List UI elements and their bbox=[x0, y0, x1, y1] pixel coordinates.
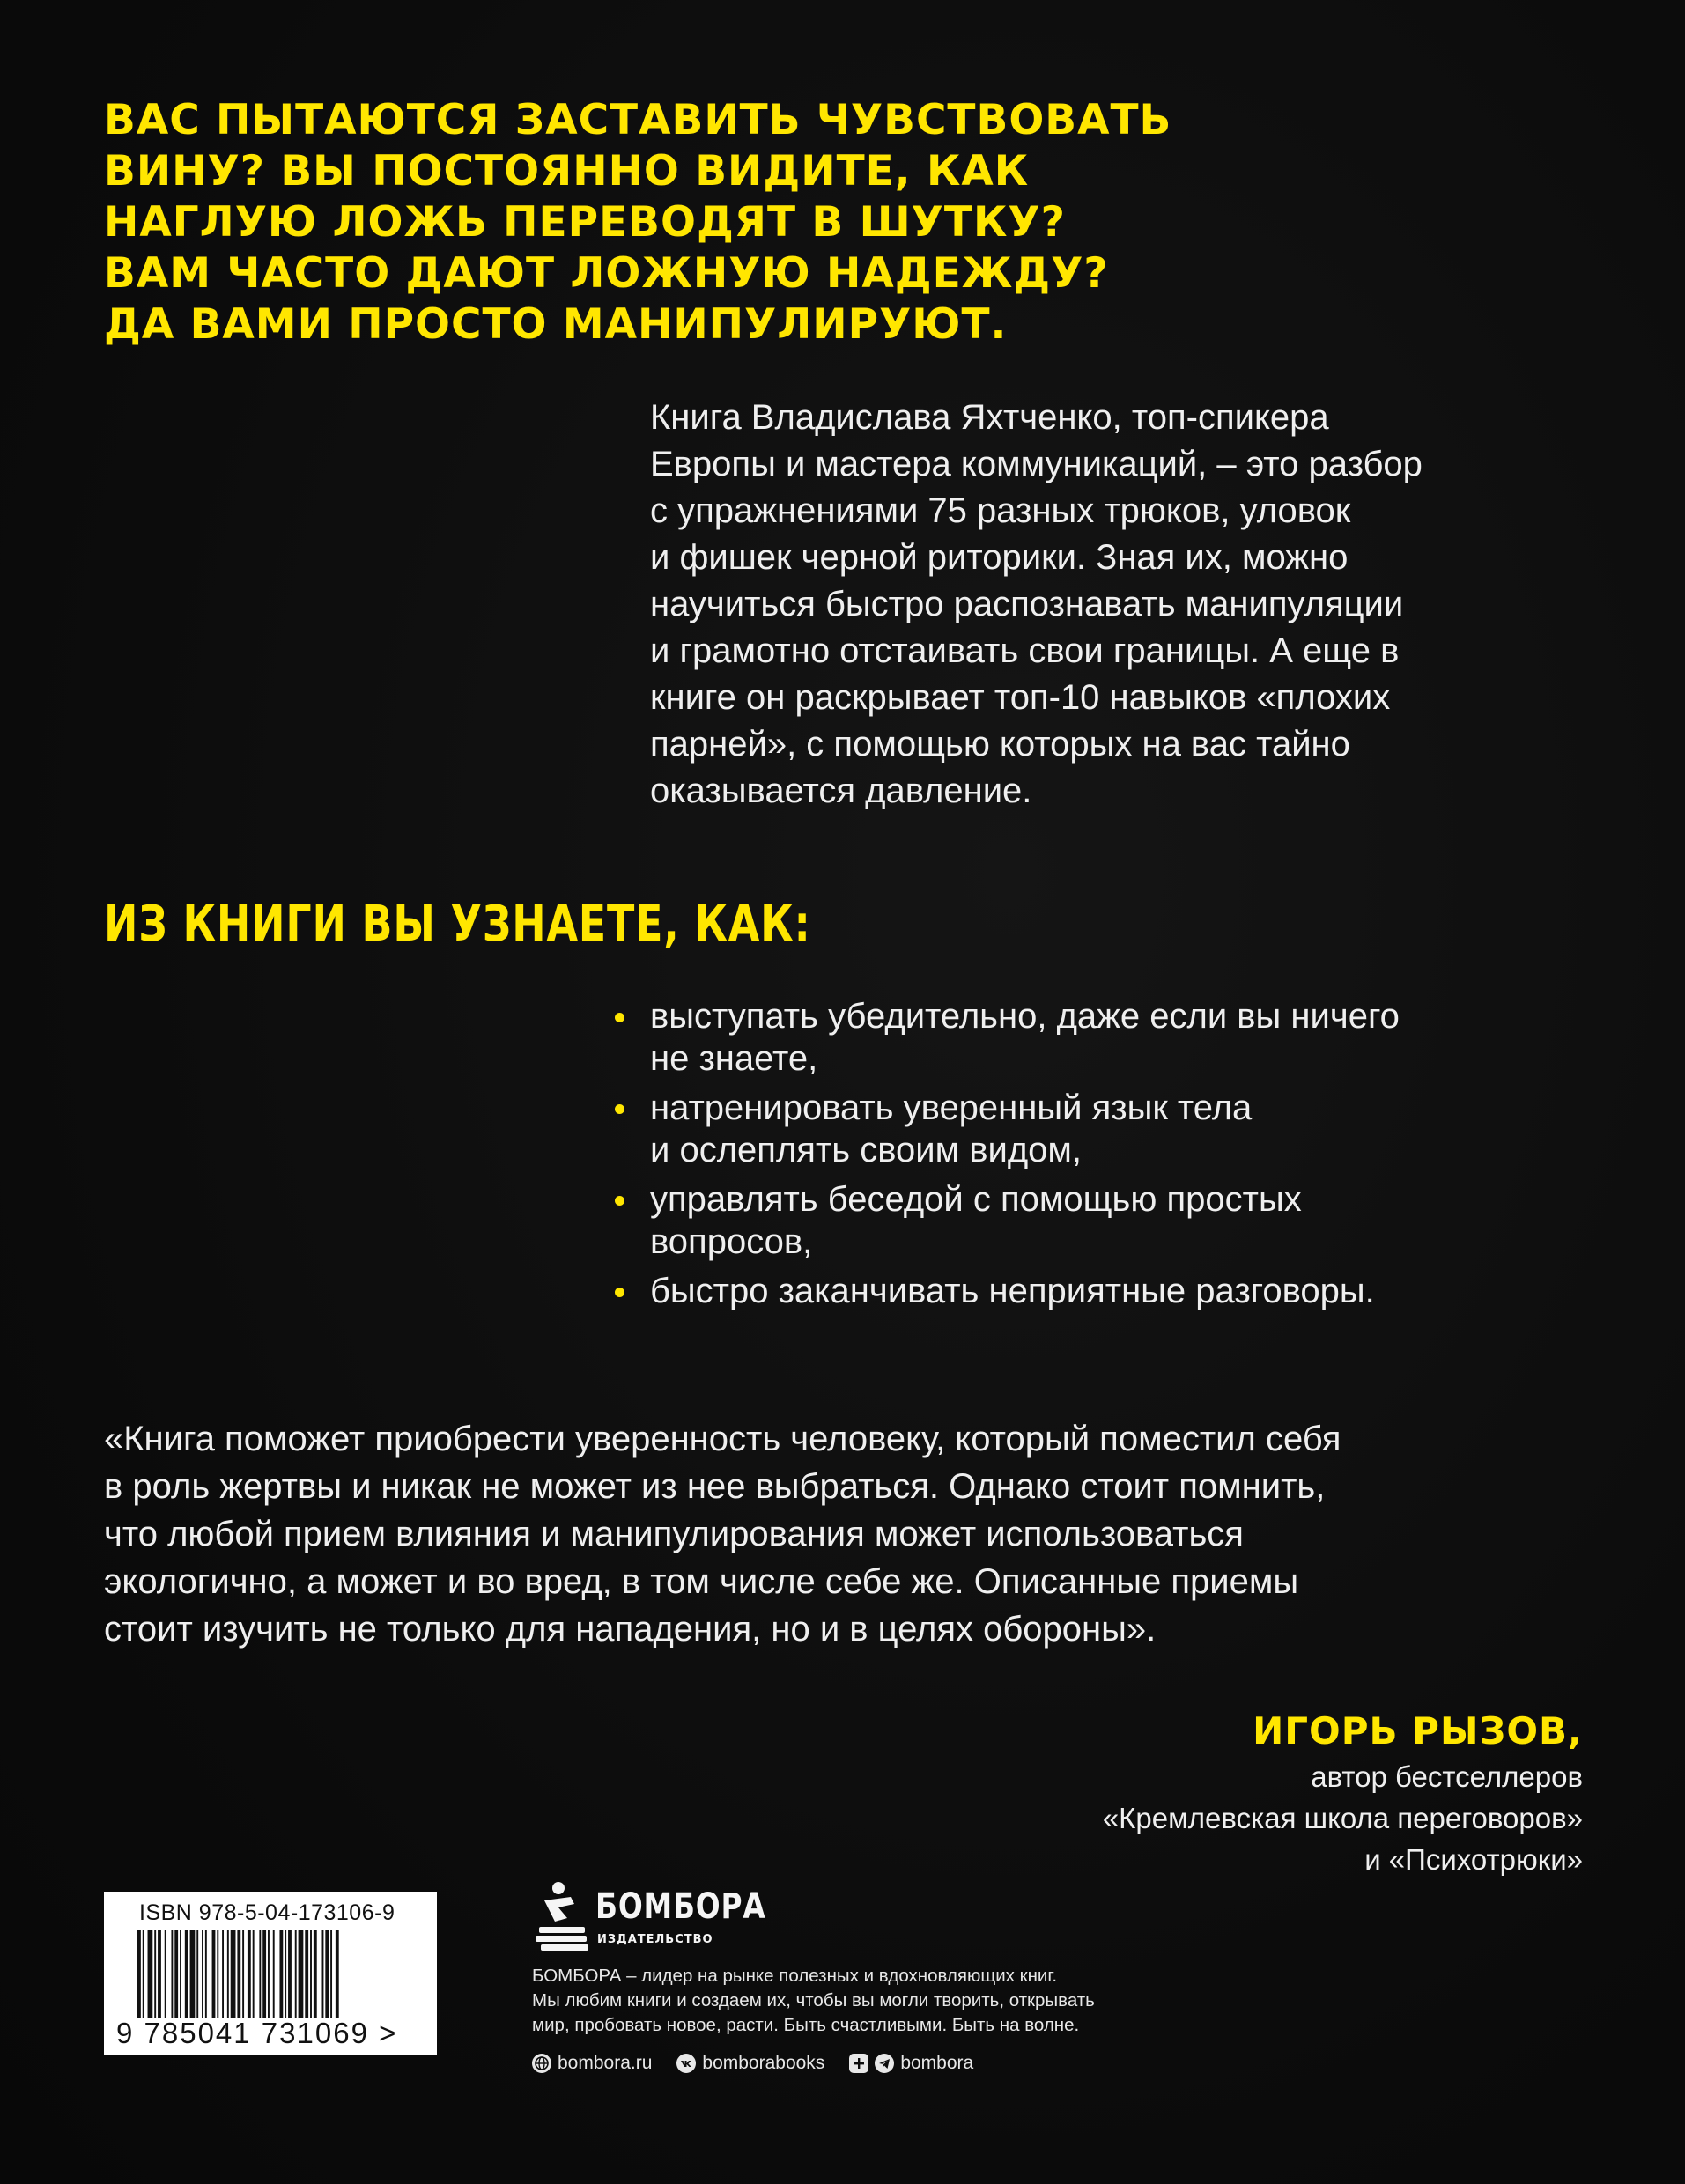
barcode-bar bbox=[180, 1930, 181, 2018]
barcode-bar bbox=[268, 1930, 270, 2018]
bullet-dot-icon bbox=[615, 1104, 624, 1114]
isbn-label: ISBN 978-5-04-173106-9 bbox=[139, 1900, 395, 1925]
headline-line: ВАМ ЧАСТО ДАЮТ ЛОЖНУЮ НАДЕЖДУ? bbox=[104, 249, 1109, 298]
barcode-bar bbox=[165, 1930, 166, 2018]
barcode-bar bbox=[190, 1930, 196, 2018]
isbn-barcode bbox=[104, 1892, 437, 2055]
barcode-bar bbox=[305, 1930, 308, 2018]
description-line: Европы и мастера коммуникаций, – это разбор bbox=[650, 445, 1423, 483]
barcode-bar bbox=[237, 1930, 240, 2018]
description-line: Книга Владислава Яхтченко, топ-спикера bbox=[650, 398, 1329, 437]
barcode-bar bbox=[248, 1930, 251, 2018]
barcode-bar bbox=[262, 1930, 266, 2018]
list-item-line: выступать убедительно, даже если вы ничего bbox=[650, 997, 1400, 1036]
section-heading: ИЗ КНИГИ ВЫ УЗНАЕТЕ, КАК: bbox=[104, 896, 811, 953]
telegram-label: bombora bbox=[900, 2053, 974, 2073]
vk-label: bomborabooks bbox=[702, 2053, 825, 2073]
author-credit-line: автор бестселлеров bbox=[1311, 1760, 1583, 1793]
website-label: bombora.ru bbox=[558, 2053, 653, 2073]
barcode-bar bbox=[222, 1930, 224, 2018]
barcode-bar bbox=[205, 1930, 207, 2018]
barcode-bar bbox=[288, 1930, 292, 2018]
barcode-bar bbox=[227, 1930, 229, 2018]
barcode-bar bbox=[253, 1930, 255, 2018]
barcode-bar bbox=[158, 1930, 161, 2018]
barcode-bar bbox=[217, 1930, 218, 2018]
description-line: парней», с помощью которых на вас тайно bbox=[650, 725, 1350, 764]
benefits-list bbox=[608, 995, 1621, 1319]
barcode-bar bbox=[174, 1930, 178, 2018]
barcode-bar bbox=[285, 1930, 286, 2018]
list-item bbox=[608, 995, 1621, 1080]
barcode-bar bbox=[212, 1930, 216, 2018]
website-link[interactable] bbox=[532, 2053, 652, 2074]
publisher-logo bbox=[532, 1878, 779, 1959]
description-line: с упражнениями 75 разных трюков, уловок bbox=[650, 491, 1351, 530]
headline bbox=[104, 95, 1425, 350]
list-item bbox=[608, 1087, 1621, 1171]
barcode-bar bbox=[185, 1930, 188, 2018]
plus-icon bbox=[849, 2054, 868, 2073]
barcode-bar bbox=[273, 1930, 275, 2018]
publisher-subtitle: ИЗДАТЕЛЬСТВО bbox=[597, 1933, 713, 1946]
list-item bbox=[608, 1270, 1621, 1312]
review-quote bbox=[104, 1415, 1601, 1653]
telegram-link[interactable] bbox=[849, 2053, 973, 2074]
quote-line: что любой прием влияния и манипулирования может использоваться bbox=[104, 1515, 1244, 1553]
barcode-bar bbox=[242, 1930, 244, 2018]
publisher-description-line: Мы любим книги и создаем их, чтобы вы могли творить, открывать bbox=[532, 1990, 1095, 2011]
barcode-bar bbox=[259, 1930, 261, 2018]
list-item-line: натренировать уверенный язык тела bbox=[650, 1088, 1253, 1127]
description-line: книге он раскрывает топ-10 навыков «плохих bbox=[650, 678, 1391, 717]
headline-line: ВИНУ? ВЫ ПОСТОЯННО ВИДИТЕ, КАК bbox=[104, 147, 1030, 196]
quote-line: экологично, а может и во вред, в том числе себе же. Описанные приемы bbox=[104, 1562, 1299, 1601]
publisher-description bbox=[532, 1964, 1237, 2038]
barcode-bar bbox=[336, 1930, 339, 2018]
bullet-dot-icon bbox=[615, 1288, 624, 1297]
vk-link[interactable] bbox=[676, 2053, 824, 2074]
barcode-bar bbox=[310, 1930, 312, 2018]
bombora-logo-icon bbox=[532, 1878, 594, 1959]
publisher-description-line: мир, пробовать новое, расти. Быть счастливыми. Быть на волне. bbox=[532, 2015, 1080, 2035]
list-item-line: вопросов, bbox=[650, 1222, 813, 1261]
bullet-dot-icon bbox=[615, 1196, 624, 1206]
quote-author: ИГОРЬ РЫЗОВ, bbox=[1253, 1709, 1583, 1752]
description-line: оказывается давление. bbox=[650, 771, 1032, 810]
description-line: научиться быстро распознавать манипуляции bbox=[650, 585, 1404, 623]
list-item-line: и ослеплять своим видом, bbox=[650, 1131, 1083, 1169]
barcode-bar bbox=[295, 1930, 297, 2018]
barcode-bar bbox=[322, 1930, 324, 2018]
barcode-bar bbox=[279, 1930, 283, 2018]
barcode-bar bbox=[137, 1930, 141, 2018]
barcode-bar bbox=[330, 1930, 332, 2018]
barcode-bar bbox=[314, 1930, 317, 2018]
barcode-bar bbox=[154, 1930, 156, 2018]
barcode-bar bbox=[148, 1930, 153, 2018]
list-item-line: не знаете, bbox=[650, 1039, 818, 1078]
description-line: и грамотно отстаивать свои границы. А еще в bbox=[650, 631, 1400, 670]
barcode-bar bbox=[299, 1930, 304, 2018]
barcode-icon bbox=[137, 1930, 402, 2018]
list-item-line: управлять беседой с помощью простых bbox=[650, 1180, 1302, 1219]
barcode-bar bbox=[325, 1930, 329, 2018]
publisher-name: БОМБОРА bbox=[595, 1886, 766, 1927]
headline-line: НАГЛУЮ ЛОЖЬ ПЕРЕВОДЯТ В ШУТКУ? bbox=[104, 198, 1066, 247]
bullet-dot-icon bbox=[615, 1013, 624, 1022]
author-credit-line: и «Психотрюки» bbox=[1364, 1843, 1583, 1876]
book-description bbox=[650, 395, 1584, 815]
barcode-bar bbox=[171, 1930, 173, 2018]
publisher-socials bbox=[532, 2053, 973, 2074]
quote-attribution bbox=[1103, 1707, 1583, 1880]
barcode-bar bbox=[231, 1930, 236, 2018]
barcode-digits: 9 785041 731069 > bbox=[116, 2017, 398, 2049]
quote-line: «Книга поможет приобрести уверенность человеку, который поместил себя bbox=[104, 1420, 1341, 1458]
headline-line: ВАС ПЫТАЮТСЯ ЗАСТАВИТЬ ЧУВСТВОВАТЬ bbox=[104, 96, 1172, 144]
list-item bbox=[608, 1178, 1621, 1263]
publisher-description-line: БОМБОРА – лидер на рынке полезных и вдохновляющих книг. bbox=[532, 1966, 1058, 1986]
author-credit-line: «Кремлевская школа переговоров» bbox=[1102, 1802, 1583, 1834]
telegram-icon bbox=[875, 2054, 894, 2073]
description-line: и фишек черной риторики. Зная их, можно bbox=[650, 538, 1349, 577]
headline-line: ДА ВАМИ ПРОСТО МАНИПУЛИРУЮТ. bbox=[104, 300, 1008, 349]
quote-line: стоит изучить не только для нападения, но и в целях обороны». bbox=[104, 1610, 1157, 1649]
vk-icon bbox=[676, 2054, 696, 2073]
globe-icon bbox=[532, 2054, 551, 2073]
quote-line: в роль жертвы и никак не может из нее выбраться. Однако стоит помнить, bbox=[104, 1467, 1326, 1506]
barcode-bar bbox=[196, 1930, 198, 2018]
barcode-bar bbox=[143, 1930, 144, 2018]
list-item-line: быстро заканчивать неприятные разговоры. bbox=[650, 1272, 1375, 1310]
barcode-bar bbox=[202, 1930, 203, 2018]
